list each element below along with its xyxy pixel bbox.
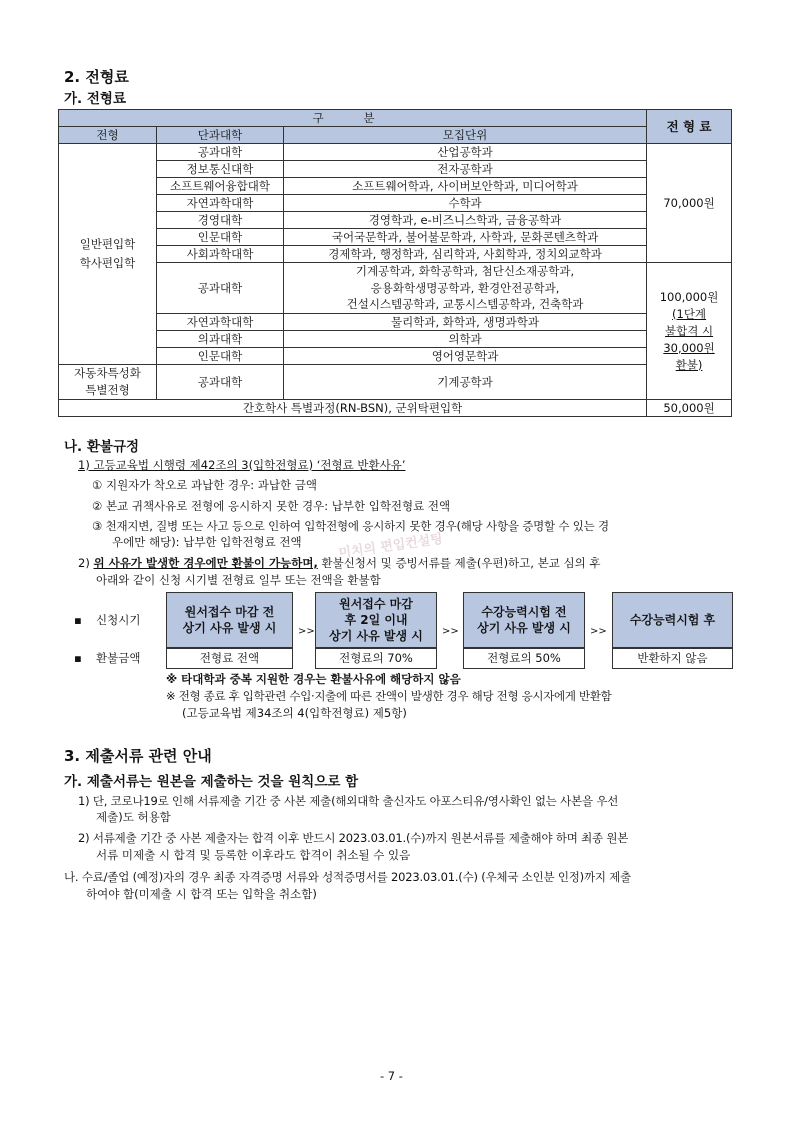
flow-box-before-deadline: 원서접수 마감 전 상기 사유 발생 시 bbox=[166, 592, 293, 648]
docs-item-1: 1) 단, 코로나19로 인해 서류제출 기간 중 사본 제출(해외대학 출신자도 아포스티유/영사확인 없는 사본을 우선 bbox=[78, 794, 619, 808]
refund-amount-full: 전형료 전액 bbox=[166, 648, 293, 669]
refund-amount-50: 전형료의 50% bbox=[463, 648, 585, 669]
flow-box-after-exam: 수강능력시험 후 bbox=[612, 592, 733, 648]
unit-cell: 소프트웨어학과, 사이버보안학과, 미디어학과 bbox=[284, 178, 647, 195]
unit-cell: 영어영문학과 bbox=[284, 348, 647, 365]
college-cell: 정보통신대학 bbox=[157, 161, 284, 178]
refund-item-2-bold: 위 사유가 발생한 경우에만 환불이 가능하며, bbox=[93, 556, 318, 570]
header-college: 단과대학 bbox=[157, 127, 284, 144]
college-cell: 의과대학 bbox=[157, 331, 284, 348]
docs-item-2: 2) 서류제출 기간 중 사본 제출자는 합격 이후 반드시 2023.03.01.(수)까지 원본서류를 제출해야 하며 최종 원본 bbox=[78, 831, 629, 845]
flow-arrow: >> bbox=[298, 626, 315, 637]
fee-100k-note: 환불) bbox=[675, 357, 703, 372]
bullet: ▪ bbox=[74, 613, 82, 627]
refund-case-1: ① 지원자가 착오로 과납한 경우: 과납한 금액 bbox=[92, 478, 317, 492]
college-cell: 공과대학 bbox=[157, 365, 284, 400]
fee-100k-amount: 100,000원 bbox=[659, 289, 719, 304]
college-cell: 경영대학 bbox=[157, 212, 284, 229]
unit-cell: 물리학과, 화학과, 생명과학과 bbox=[284, 314, 647, 331]
refund-item-2 bbox=[78, 555, 738, 571]
flow-box-within-2days: 원서접수 마감 후 2일 이내 상기 사유 발생 시 bbox=[315, 592, 437, 648]
refund-item-1-text: 1) 고등교육법 시행령 제42조의 3(입학전형료) ‘전형료 반환사유’ bbox=[78, 458, 406, 472]
type-auto: 자동차특성화 특별전형 bbox=[59, 365, 157, 400]
refund-note-duplicate: ※ 타대학과 중복 지원한 경우는 환불사유에 해당하지 않음 bbox=[166, 672, 461, 686]
unit-cell: 산업공학과 bbox=[284, 144, 647, 161]
fee-100k bbox=[647, 263, 732, 400]
refund-note-balance-ref: (고등교육법 제34조의 4(입학전형료) 제5항) bbox=[182, 706, 407, 720]
header-unit: 모집단위 bbox=[284, 127, 647, 144]
fee-70k: 70,000원 bbox=[647, 144, 732, 263]
college-cell: 공과대학 bbox=[157, 263, 284, 314]
college-cell: 인문대학 bbox=[157, 348, 284, 365]
docs-item-1b: 제출)도 허용함 bbox=[96, 810, 171, 824]
unit-cell: 경제학과, 행정학과, 심리학과, 사회학과, 정치외교학과 bbox=[284, 246, 647, 263]
refund-title: 나. 환불규정 bbox=[64, 439, 140, 455]
refund-item-1 bbox=[78, 457, 405, 473]
unit-cell: 기계공학과 bbox=[284, 365, 647, 400]
fee-100k-note: (1단계 bbox=[672, 306, 707, 321]
refund-case-3b: 우에만 해당): 납부한 입학전형료 전액 bbox=[112, 535, 302, 549]
college-cell: 자연과학대학 bbox=[157, 314, 284, 331]
nursing-row: 간호학사 특별과정(RN-BSN), 군위탁편입학 bbox=[59, 400, 647, 417]
header-type: 전형 bbox=[59, 127, 157, 144]
label-amount: 환불금액 bbox=[96, 651, 141, 665]
unit-cell: 수학과 bbox=[284, 195, 647, 212]
docs-subsection-ga: 가. 제출서류는 원본을 제출하는 것을 원칙으로 함 bbox=[64, 774, 359, 790]
unit-cell: 경영학과, e-비즈니스학과, 금융공학과 bbox=[284, 212, 647, 229]
flow-arrow: >> bbox=[590, 626, 607, 637]
type-general: 일반편입학 학사편입학 bbox=[59, 144, 157, 365]
fee-table bbox=[58, 109, 732, 417]
unit-cell: 국어국문학과, 불어불문학과, 사학과, 문화콘텐츠학과 bbox=[284, 229, 647, 246]
refund-note-balance: ※ 전형 종료 후 입학관련 수입·지출에 따른 잔액이 발생한 경우 해당 전형 응시자에게 반환함 bbox=[166, 689, 612, 703]
fee-100k-note: 30,000원 bbox=[663, 340, 715, 355]
refund-item-2-rest: 환불신청서 및 증빙서류를 제출(우편)하고, 본교 심의 후 bbox=[317, 556, 601, 570]
unit-cell: 전자공학과 bbox=[284, 161, 647, 178]
college-cell: 자연과학대학 bbox=[157, 195, 284, 212]
college-cell: 사회과학대학 bbox=[157, 246, 284, 263]
watermark: 미치의 편입컨설팅 bbox=[337, 531, 444, 562]
header-fee: 전 형 료 bbox=[647, 110, 732, 144]
refund-item-2b: 아래와 같이 신청 시기별 전형료 일부 또는 전액을 환불함 bbox=[96, 573, 381, 587]
unit-cell: 기계공학과, 화학공학과, 첨단신소재공학과, 응용화학생명공학과, 환경안전공학과, 건설시스템공학과, 교통시스템공학과, 건축학과 bbox=[284, 263, 647, 314]
docs-item-2b: 서류 미제출 시 합격 및 등록한 이후라도 합격이 취소될 수 있음 bbox=[96, 848, 411, 862]
docs-subsection-na: 나. 수료/졸업 (예정)자의 경우 최종 자격증명 서류와 성적증명서를 2023.03.01.(수) (우체국 소인분 인정)까지 제출 bbox=[64, 870, 632, 884]
section-title-docs: 3. 제출서류 관련 안내 bbox=[64, 747, 212, 765]
college-cell: 인문대학 bbox=[157, 229, 284, 246]
subsection-fee: 가. 전형료 bbox=[64, 91, 126, 107]
unit-cell: 의학과 bbox=[284, 331, 647, 348]
college-cell: 공과대학 bbox=[157, 144, 284, 161]
header-group: 구 분 bbox=[59, 110, 647, 127]
flow-arrow: >> bbox=[442, 626, 459, 637]
label-period: 신청시기 bbox=[96, 613, 141, 627]
refund-case-3: ③ 천재지변, 질병 또는 사고 등으로 인하여 입학전형에 응시하지 못한 경우(해당 사항을 증명할 수 있는 경 bbox=[92, 519, 609, 533]
flow-box-before-exam: 수강능력시험 전 상기 사유 발생 시 bbox=[463, 592, 585, 648]
college-cell: 소프트웨어융합대학 bbox=[157, 178, 284, 195]
section-title-fee: 2. 전형료 bbox=[64, 68, 129, 86]
refund-case-2: ② 본교 귀책사유로 전형에 응시하지 못한 경우: 납부한 입학전형료 전액 bbox=[92, 499, 451, 513]
fee-50k: 50,000원 bbox=[647, 400, 732, 417]
refund-amount-none: 반환하지 않음 bbox=[612, 648, 733, 669]
docs-subsection-na-b: 하여야 함(미제출 시 합격 또는 입학을 취소함) bbox=[86, 887, 317, 901]
refund-item-2-num: 2) bbox=[78, 556, 94, 570]
bullet: ▪ bbox=[74, 651, 82, 665]
refund-amount-70: 전형료의 70% bbox=[315, 648, 437, 669]
fee-100k-note: 불합격 시 bbox=[664, 323, 714, 338]
page-number: - 7 - bbox=[380, 1069, 403, 1083]
